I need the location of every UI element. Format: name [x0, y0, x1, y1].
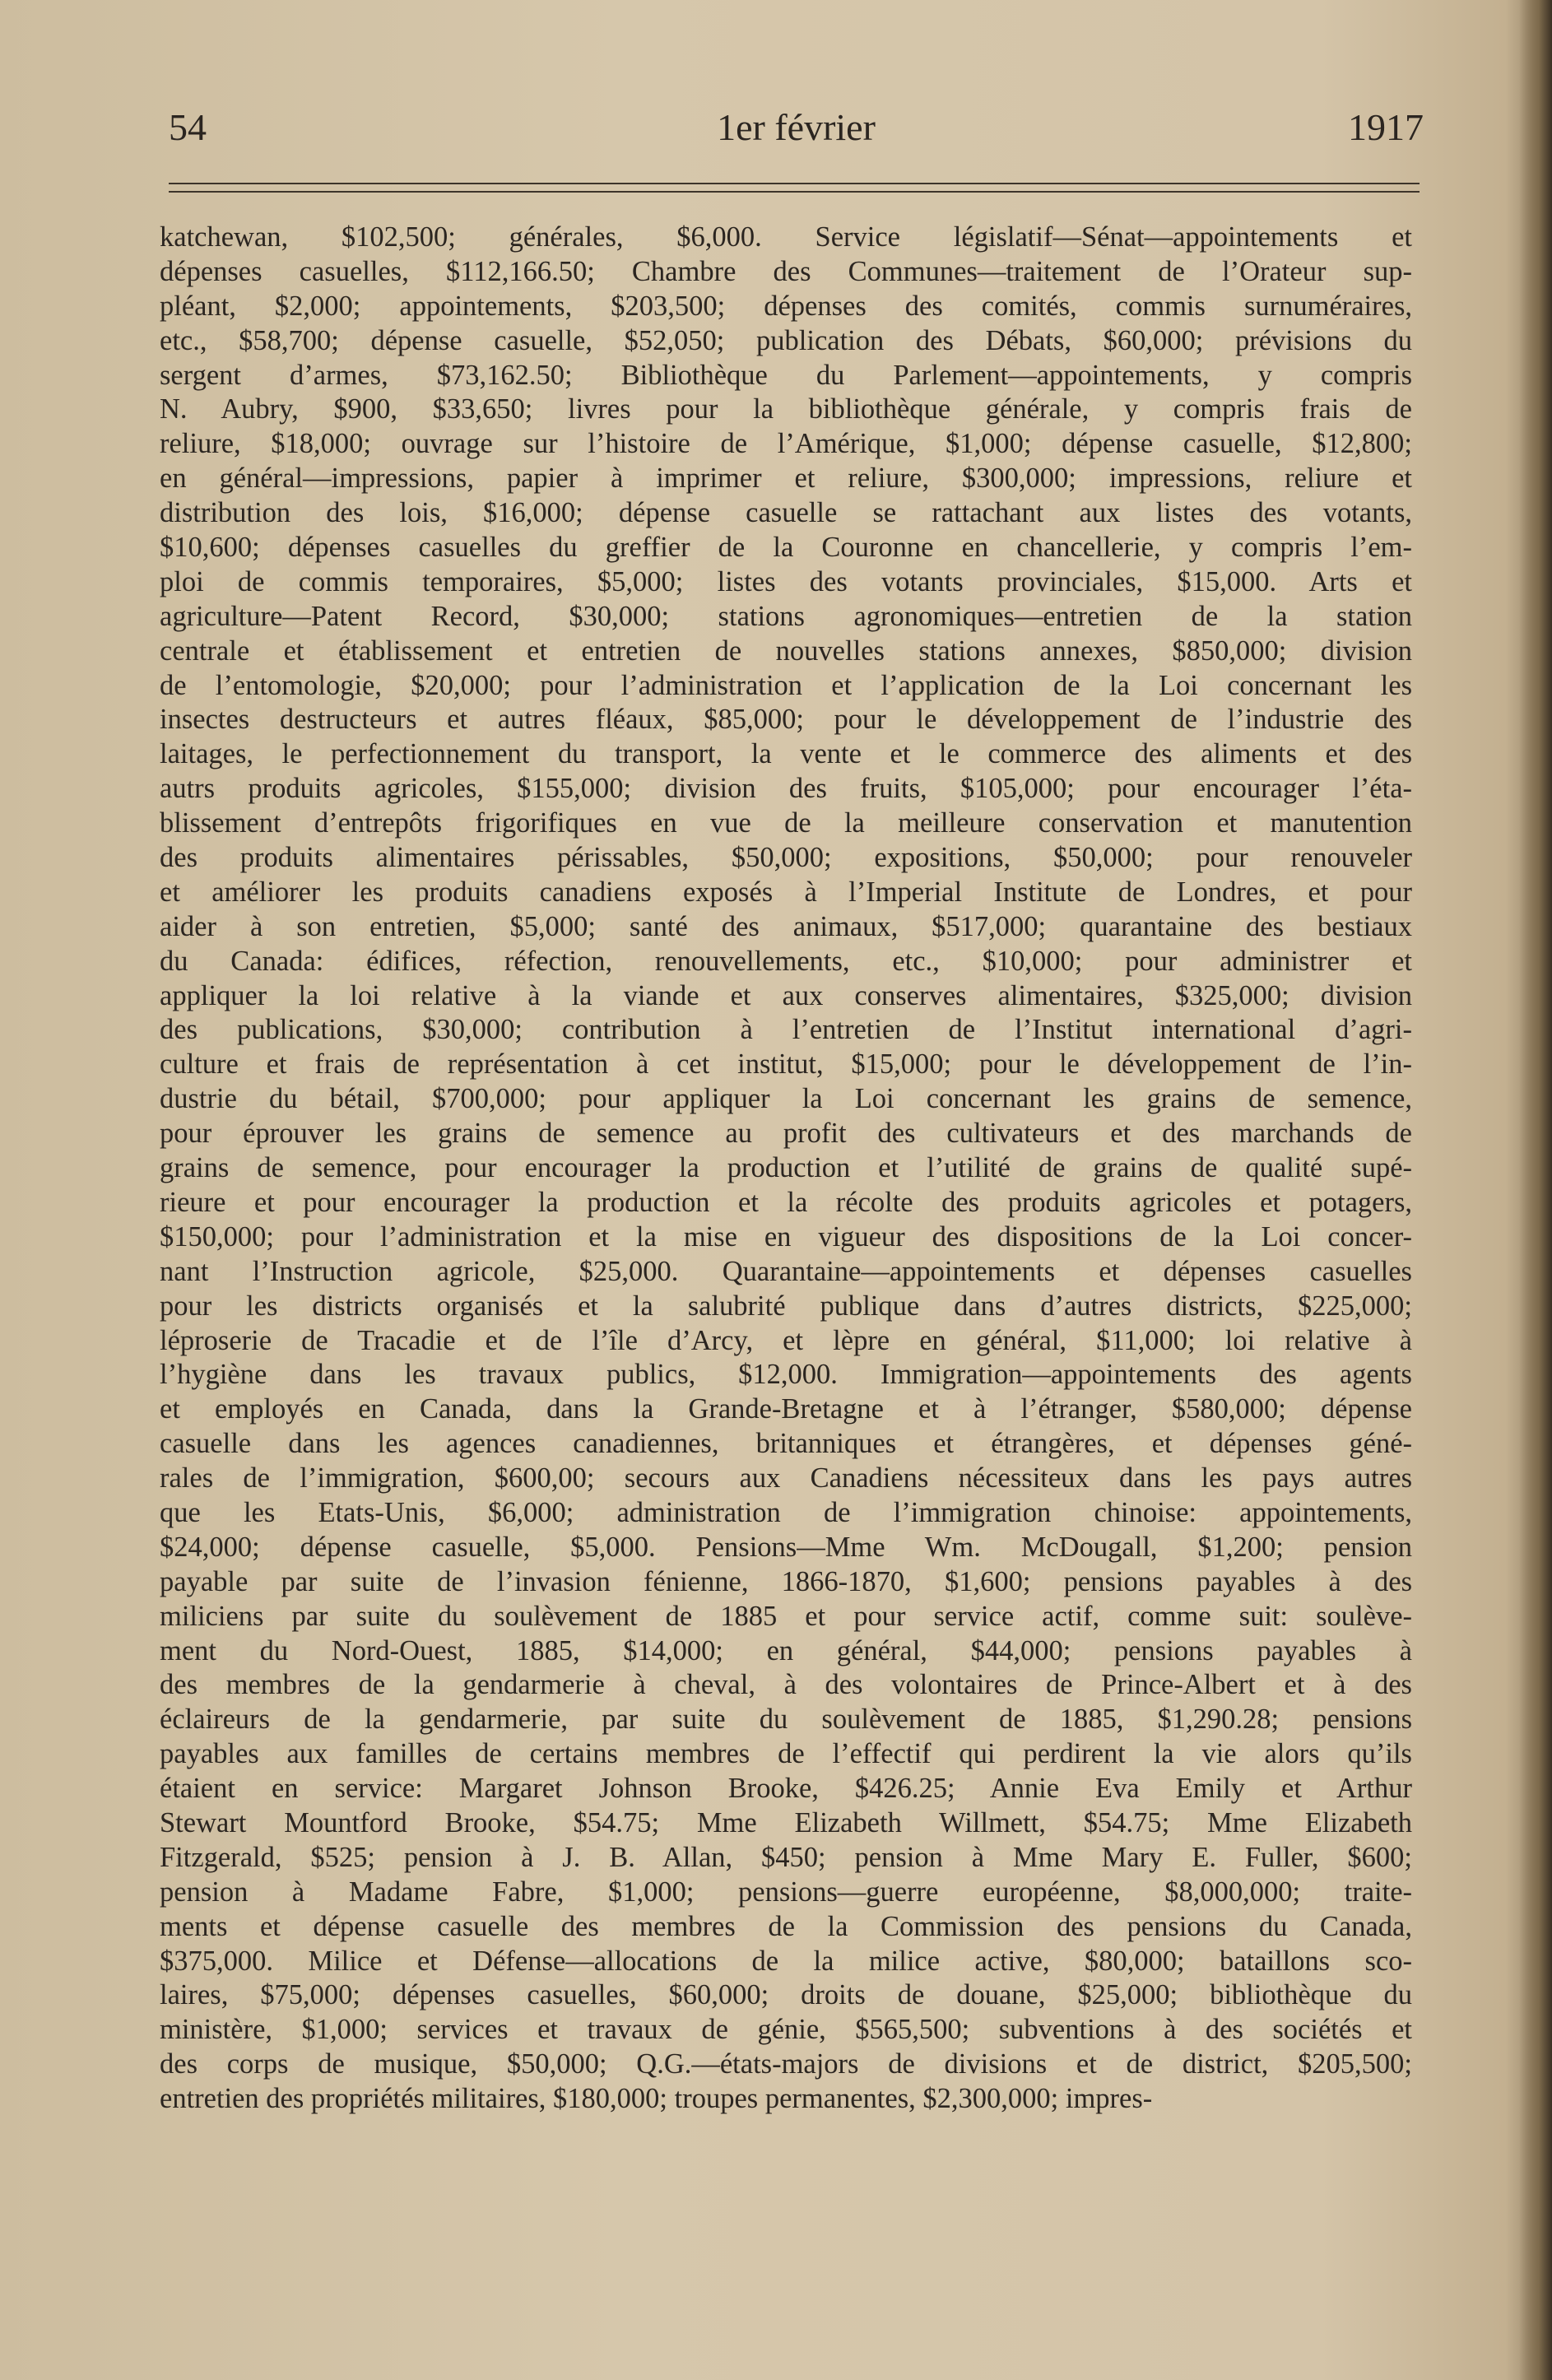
text-line: agriculture—Patent Record, $30,000; stations agronomiques—entretien de la station [160, 600, 1412, 632]
text-line: ment du Nord-Ouest, 1885, $14,000; en général, $44,000; pensions payables à [160, 1634, 1412, 1666]
text-line: autrs produits agricoles, $155,000; division des fruits, $105,000; pour encourager l’éta- [160, 773, 1412, 805]
header-year: 1917 [1348, 106, 1424, 148]
text-line: grains de semence, pour encourager la production et l’utilité de grains de qualité supé- [160, 1152, 1412, 1184]
text-line: ministère, $1,000; services et travaux de génie, $565,500; subventions à des sociétés et [160, 2014, 1412, 2046]
text-line: culture et frais de représentation à cet institut, $15,000; pour le développement de l’in- [160, 1048, 1412, 1081]
text-line: rieure et pour encourager la production et la récolte des produits agricoles et potagers, [160, 1186, 1412, 1218]
header-date: 1er février [717, 106, 876, 148]
text-line: l’hygiène dans les travaux publics, $12,000. Immigration—appointements des agents [160, 1359, 1412, 1391]
text-line: du Canada: édifices, réfection, renouvellements, etc., $10,000; pour administrer et [160, 945, 1412, 977]
text-line: éclaireurs de la gendarmerie, par suite du soulèvement de 1885, $1,290.28; pensions [160, 1704, 1412, 1736]
text-line: distribution des lois, $16,000; dépense casuelle se rattachant aux listes des votants, [160, 497, 1412, 529]
text-line: pour les districts organisés et la salubrité publique dans d’autres districts, $225,000; [160, 1290, 1412, 1322]
text-line: payable par suite de l’invasion fénienne, 1866-1870, $1,600; pensions payables à des [160, 1565, 1412, 1597]
text-line: pléant, $2,000; appointements, $203,500; dépenses des comités, commis surnuméraires, [160, 290, 1412, 322]
page-spine-shadow [1519, 0, 1552, 2380]
text-line: $375,000. Milice et Défense—allocations de la milice active, $80,000; bataillons sco- [160, 1945, 1412, 1977]
text-line: katchewan, $102,500; générales, $6,000. Service législatif—Sénat—appointements et [160, 221, 1412, 253]
text-line: rales de l’immigration, $600,00; secours aux Canadiens nécessiteux dans les pays autres [160, 1462, 1412, 1494]
text-line: blissement d’entrepôts frigorifiques en vue de la meilleure conservation et manutention [160, 807, 1412, 839]
text-line: insectes destructeurs et autres fléaux, $85,000; pour le développement de l’industrie des [160, 704, 1412, 736]
text-line: sergent d’armes, $73,162.50; Bibliothèque du Parlement—appointements, y compris [160, 359, 1412, 391]
text-line: Stewart Mountford Brooke, $54.75; Mme Elizabeth Willmett, $54.75; Mme Elizabeth [160, 1806, 1412, 1838]
text-line: des corps de musique, $50,000; Q.G.—états-majors de divisions et de district, $205,500; [160, 2048, 1412, 2080]
text-line: dustrie du bétail, $700,000; pour appliquer la Loi concernant les grains de semence, [160, 1083, 1412, 1115]
text-line: reliure, $18,000; ouvrage sur l’histoire de l’Amérique, $1,000; dépense casuelle, $12,800; [160, 428, 1412, 460]
text-line: dépenses casuelles, $112,166.50; Chambre des Communes—traitement de l’Orateur sup- [160, 255, 1412, 287]
text-line: et améliorer les produits canadiens exposés à l’Imperial Institute de Londres, et pour [160, 876, 1412, 908]
text-line: laires, $75,000; dépenses casuelles, $60,000; droits de douane, $25,000; bibliothèque du [160, 1979, 1412, 2011]
text-line: $10,600; dépenses casuelles du greffier de la Couronne en chancellerie, y compris l’em- [160, 532, 1412, 564]
text-line: étaient en service: Margaret Johnson Brooke, $426.25; Annie Eva Emily et Arthur [160, 1773, 1412, 1805]
body-text [160, 221, 1412, 2117]
text-line: N. Aubry, $900, $33,650; livres pour la bibliothèque générale, y compris frais de [160, 393, 1412, 425]
page-header [169, 105, 1424, 151]
text-line: casuelle dans les agences canadiennes, britanniques et étrangères, et dépenses géné- [160, 1428, 1412, 1460]
text-line: miliciens par suite du soulèvement de 1885 et pour service actif, comme suit: soulève- [160, 1600, 1412, 1632]
text-line: appliquer la loi relative à la viande et aux conserves alimentaires, $325,000; division [160, 979, 1412, 1011]
page-number: 54 [169, 106, 207, 148]
text-line: en général—impressions, papier à imprimer et reliure, $300,000; impressions, reliure et [160, 463, 1412, 495]
header-double-rule [169, 183, 1420, 193]
text-line: des produits alimentaires périssables, $50,000; expositions, $50,000; pour renouveler [160, 842, 1412, 874]
text-line: et employés en Canada, dans la Grande-Bretagne et à l’étranger, $580,000; dépense [160, 1393, 1412, 1425]
text-line: etc., $58,700; dépense casuelle, $52,050; publication des Débats, $60,000; prévisions du [160, 324, 1412, 356]
text-line: que les Etats-Unis, $6,000; administration de l’immigration chinoise: appointements, [160, 1496, 1412, 1528]
text-line: ments et dépense casuelle des membres de la Commission des pensions du Canada, [160, 1910, 1412, 1942]
text-line: Fitzgerald, $525; pension à J. B. Allan, $450; pension à Mme Mary E. Fuller, $600; [160, 1841, 1412, 1873]
text-line: $24,000; dépense casuelle, $5,000. Pensions—Mme Wm. McDougall, $1,200; pension [160, 1531, 1412, 1563]
text-line: laitages, le perfectionnement du transport, la vente et le commerce des aliments et des [160, 738, 1412, 770]
text-line: entretien des propriétés militaires, $180,000; troupes permanentes, $2,300,000; impres- [160, 2083, 1153, 2115]
text-line: léproserie de Tracadie et de l’île d’Arcy, et lèpre en général, $11,000; loi relative à [160, 1324, 1412, 1356]
text-line: des publications, $30,000; contribution à l’entretien de l’Institut international d’agri- [160, 1014, 1412, 1046]
text-line: payables aux familles de certains membres de l’effectif qui perdirent la vie alors qu’ils [160, 1738, 1412, 1770]
text-line: aider à son entretien, $5,000; santé des animaux, $517,000; quarantaine des bestiaux [160, 910, 1412, 942]
text-line: nant l’Instruction agricole, $25,000. Quarantaine—appointements et dépenses casuelles [160, 1255, 1412, 1287]
text-line: centrale et établissement et entretien de nouvelles stations annexes, $850,000; division [160, 635, 1412, 667]
text-line: $150,000; pour l’administration et la mise en vigueur des dispositions de la Loi concer- [160, 1220, 1412, 1253]
text-line: des membres de la gendarmerie à cheval, à des volontaires de Prince-Albert et à des [160, 1669, 1412, 1701]
text-line: de l’entomologie, $20,000; pour l’administration et l’application de la Loi concernant les [160, 669, 1412, 701]
text-line: pour éprouver les grains de semence au profit des cultivateurs et des marchands de [160, 1118, 1412, 1150]
text-line: ploi de commis temporaires, $5,000; listes des votants provinciales, $15,000. Arts et [160, 565, 1412, 597]
text-line: pension à Madame Fabre, $1,000; pensions—guerre européenne, $8,000,000; traite- [160, 1876, 1412, 1908]
